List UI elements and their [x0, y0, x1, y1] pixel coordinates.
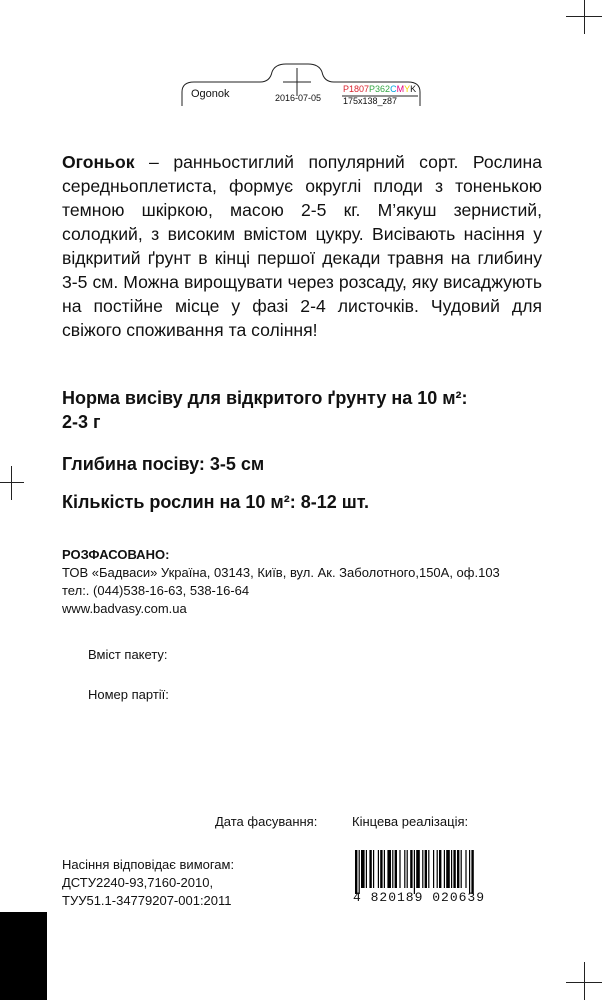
color-code-3: M	[396, 84, 405, 94]
barcode-bar	[433, 850, 434, 888]
barcode-bar	[453, 850, 455, 888]
label-tab-size: 175x138_z87	[343, 96, 398, 106]
description-text: – ранньостиглий популярний сорт. Рослина середньоплетиста, формує округлі плоди з тоненькою темною шкіркою, масою 2-5 кг. М’якуш зернистий, солодкий, з високим вмістом цукру. Висівають насіння у відкритий ґрунт в кінці першої декади травня на глибину 3-5 см. Можна вирощувати через розсаду, яку висаджують на постійне місце у фазі 2-4 листочків. Чудовий для свіжого споживання та соління!	[62, 152, 542, 340]
barcode-bar	[465, 850, 466, 888]
barcode-bar	[428, 850, 429, 888]
barcode-bar	[469, 850, 470, 894]
sowing-rate-value: 2-3 г	[62, 412, 101, 432]
certification-heading: Насіння відповідає вимогам:	[62, 857, 235, 872]
packer-company: ТОВ «Бадваси» Україна, 03143, Київ, вул. Ак. Заболотного,150А, оф.103	[62, 565, 500, 580]
barcode-bar	[444, 850, 445, 888]
barcode-bar	[471, 850, 473, 894]
expiry-date-field: Кінцева реалізація:	[352, 814, 469, 829]
barcode-bar	[384, 850, 385, 888]
barcode-bar	[407, 850, 408, 888]
packer-phone: тел:. (044)538-16-63, 538-16-64	[62, 583, 250, 598]
barcode-bar	[414, 850, 415, 894]
sowing-depth: Глибина посіву: 3-5 см	[62, 454, 265, 474]
barcode-bar	[404, 850, 405, 888]
barcode-bar	[373, 850, 374, 888]
plants-per-area: Кількість рослин на 10 м²: 8-12 шт.	[62, 492, 370, 512]
barcode-bar	[369, 850, 371, 888]
color-code-4: Y	[404, 84, 411, 94]
barcode-bar	[437, 850, 438, 888]
barcode-bar	[387, 850, 391, 888]
barcode-bar	[416, 850, 420, 888]
packer-website: www.badvasy.com.ua	[62, 601, 187, 616]
color-code-0: P1807	[343, 84, 370, 94]
barcode-bar	[457, 850, 459, 888]
barcode-bar	[422, 850, 423, 888]
barcode-bars	[353, 850, 533, 922]
barcode-bar	[355, 850, 357, 894]
black-registration-block	[0, 912, 47, 1000]
sowing-rate-label: Норма висіву для відкритого ґрунту на 10 м²:	[62, 388, 468, 408]
label-tab-date: 2016-07-05	[275, 93, 322, 103]
barcode-bar	[446, 850, 450, 888]
barcode-bar	[366, 850, 367, 888]
sowing-rate	[62, 386, 468, 434]
pack-date-field: Дата фасування:	[215, 814, 318, 829]
barcode-number: 4 820189 020639	[353, 890, 486, 905]
batch-number-field: Номер партії:	[88, 687, 169, 702]
color-code-5: K	[410, 84, 417, 94]
package-contents-field: Вміст пакету:	[88, 647, 168, 662]
product-description	[62, 150, 542, 342]
barcode-bar	[461, 850, 462, 888]
barcode-bar	[439, 850, 441, 888]
color-code-2: C	[390, 84, 397, 94]
label-tab-name: Ogonok	[191, 88, 230, 100]
color-code-1: P362	[369, 84, 391, 94]
barcode-bar	[361, 850, 365, 888]
barcode-bar	[451, 850, 452, 888]
barcode-bar	[410, 850, 412, 888]
packer-heading: РОЗФАСОВАНО:	[62, 547, 170, 562]
barcode-bar	[392, 850, 393, 888]
variety-name: Огоньок	[62, 152, 135, 172]
barcode-bar	[425, 850, 427, 888]
barcode-bar	[395, 850, 397, 888]
barcode-bar	[399, 850, 400, 888]
barcode-bar	[380, 850, 382, 888]
certification-standard-1: ДСТУ2240-93,7160-2010,	[62, 875, 214, 890]
label-tab-color-codes	[343, 84, 416, 94]
certification-standard-2: ТУУ51.1-34779207-001:2011	[62, 893, 232, 908]
barcode-bar	[359, 850, 360, 894]
barcode-bar	[378, 850, 379, 888]
